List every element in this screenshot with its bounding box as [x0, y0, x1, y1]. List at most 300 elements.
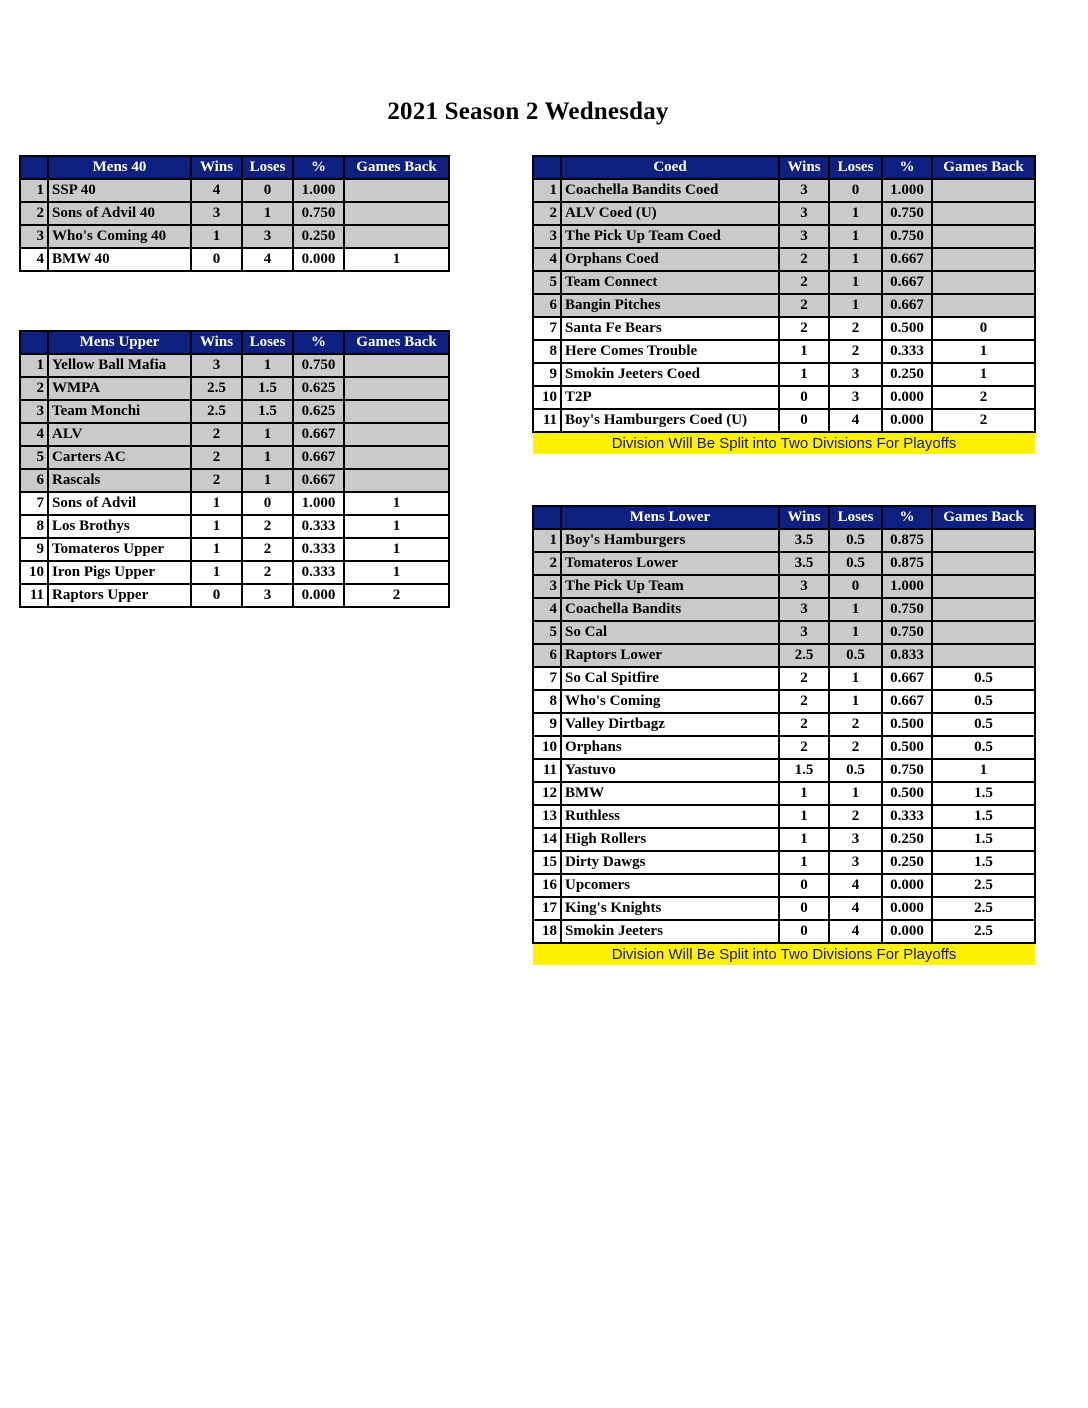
division-title: Coed	[561, 156, 779, 179]
loses-cell: 1	[829, 271, 882, 294]
pct-cell: 0.750	[882, 598, 932, 621]
table-row	[20, 584, 449, 607]
wins-cell: 0	[779, 409, 829, 432]
pct-header: %	[293, 331, 344, 354]
pct-cell: 0.667	[882, 667, 932, 690]
rank-cell: 15	[533, 851, 561, 874]
wins-cell: 1	[779, 851, 829, 874]
team-name-cell: Santa Fe Bears	[561, 317, 779, 340]
wins-cell: 0	[191, 584, 242, 607]
team-name-cell: High Rollers	[561, 828, 779, 851]
rank-cell: 2	[20, 202, 48, 225]
games-back-cell	[932, 294, 1035, 317]
loses-cell: 4	[829, 897, 882, 920]
table-row	[533, 644, 1035, 667]
rank-cell: 7	[20, 492, 48, 515]
wins-cell: 1.5	[779, 759, 829, 782]
loses-header: Loses	[829, 506, 882, 529]
games-back-cell: 2.5	[932, 897, 1035, 920]
games-back-cell: 1.5	[932, 782, 1035, 805]
team-name-cell: Orphans Coed	[561, 248, 779, 271]
wins-cell: 2	[779, 317, 829, 340]
loses-header: Loses	[829, 156, 882, 179]
coed-standings-table	[532, 155, 1036, 454]
team-name-cell: Carters AC	[48, 446, 191, 469]
loses-cell: 4	[829, 874, 882, 897]
rank-cell: 18	[533, 920, 561, 943]
table-row	[20, 225, 449, 248]
team-name-cell: Smokin Jeeters	[561, 920, 779, 943]
table-row	[20, 202, 449, 225]
team-name-cell: Sons of Advil	[48, 492, 191, 515]
table-row	[533, 759, 1035, 782]
pct-cell: 0.625	[293, 377, 344, 400]
table-row	[533, 690, 1035, 713]
pct-cell: 0.625	[293, 400, 344, 423]
pct-cell: 0.250	[293, 225, 344, 248]
loses-cell: 0.5	[829, 552, 882, 575]
games-back-cell: 1	[344, 515, 449, 538]
table-header-row	[533, 506, 1035, 529]
pct-cell: 0.750	[293, 354, 344, 377]
loses-cell: 1	[829, 248, 882, 271]
wins-cell: 2	[191, 469, 242, 492]
rank-cell: 7	[533, 667, 561, 690]
table-row	[533, 851, 1035, 874]
pct-cell: 0.333	[293, 561, 344, 584]
table-row	[533, 225, 1035, 248]
pct-cell: 0.667	[882, 690, 932, 713]
pct-cell: 0.875	[882, 529, 932, 552]
pct-cell: 0.000	[882, 386, 932, 409]
wins-cell: 3	[191, 202, 242, 225]
rank-cell: 2	[533, 202, 561, 225]
team-name-cell: Tomateros Upper	[48, 538, 191, 561]
wins-cell: 0	[191, 248, 242, 271]
table-header-row	[20, 331, 449, 354]
games-back-cell	[932, 621, 1035, 644]
rank-cell: 8	[533, 690, 561, 713]
wins-cell: 1	[191, 492, 242, 515]
rank-cell: 17	[533, 897, 561, 920]
loses-cell: 4	[829, 920, 882, 943]
table-row	[20, 354, 449, 377]
team-name-cell: Tomateros Lower	[561, 552, 779, 575]
pct-cell: 0.750	[882, 621, 932, 644]
loses-cell: 2	[829, 317, 882, 340]
team-name-cell: Who's Coming 40	[48, 225, 191, 248]
wins-header: Wins	[779, 156, 829, 179]
games-back-header: Games Back	[344, 156, 449, 179]
table-row	[533, 782, 1035, 805]
table-row	[533, 713, 1035, 736]
games-back-cell: 2	[344, 584, 449, 607]
rank-cell: 2	[533, 552, 561, 575]
table-row	[20, 446, 449, 469]
loses-cell: 2	[829, 713, 882, 736]
wins-cell: 0	[779, 874, 829, 897]
loses-cell: 0	[242, 492, 293, 515]
table-row	[533, 317, 1035, 340]
pct-cell: 1.000	[882, 179, 932, 202]
pct-header: %	[293, 156, 344, 179]
rank-cell: 2	[20, 377, 48, 400]
table-row	[533, 575, 1035, 598]
rank-cell: 6	[533, 644, 561, 667]
rank-cell: 4	[20, 248, 48, 271]
table-row	[20, 248, 449, 271]
games-back-cell	[932, 271, 1035, 294]
loses-header: Loses	[242, 156, 293, 179]
team-name-cell: So Cal	[561, 621, 779, 644]
team-name-cell: Yellow Ball Mafia	[48, 354, 191, 377]
pct-cell: 0.750	[882, 759, 932, 782]
loses-cell: 0	[829, 179, 882, 202]
games-back-cell	[932, 529, 1035, 552]
wins-cell: 0	[779, 386, 829, 409]
loses-cell: 2	[829, 805, 882, 828]
table-row	[533, 294, 1035, 317]
wins-cell: 3.5	[779, 529, 829, 552]
wins-cell: 2	[779, 294, 829, 317]
games-back-cell	[932, 575, 1035, 598]
pct-cell: 0.667	[882, 271, 932, 294]
loses-cell: 0	[829, 575, 882, 598]
wins-cell: 3	[779, 621, 829, 644]
table-row	[533, 667, 1035, 690]
loses-cell: 1	[829, 782, 882, 805]
pct-cell: 0.500	[882, 317, 932, 340]
table-row	[20, 469, 449, 492]
rank-cell: 1	[533, 179, 561, 202]
rank-cell: 5	[533, 621, 561, 644]
rank-cell: 3	[533, 225, 561, 248]
pct-cell: 0.750	[293, 202, 344, 225]
loses-cell: 1	[242, 446, 293, 469]
pct-header: %	[882, 156, 932, 179]
loses-cell: 2	[242, 538, 293, 561]
table-row	[533, 340, 1035, 363]
wins-cell: 1	[191, 225, 242, 248]
rank-header	[533, 156, 561, 179]
games-back-cell	[344, 400, 449, 423]
wins-cell: 1	[779, 363, 829, 386]
loses-cell: 1	[829, 667, 882, 690]
wins-header: Wins	[191, 156, 242, 179]
wins-cell: 1	[191, 561, 242, 584]
loses-cell: 3	[829, 828, 882, 851]
rank-cell: 11	[533, 409, 561, 432]
games-back-cell	[932, 552, 1035, 575]
rank-cell: 6	[20, 469, 48, 492]
games-back-cell	[344, 423, 449, 446]
rank-cell: 9	[533, 363, 561, 386]
games-back-header: Games Back	[932, 156, 1035, 179]
loses-cell: 1.5	[242, 377, 293, 400]
rank-cell: 3	[533, 575, 561, 598]
loses-header: Loses	[242, 331, 293, 354]
loses-cell: 2	[829, 736, 882, 759]
pct-cell: 0.667	[293, 423, 344, 446]
wins-cell: 3	[779, 575, 829, 598]
team-name-cell: Coachella Bandits Coed	[561, 179, 779, 202]
division-title: Mens Lower	[561, 506, 779, 529]
games-back-cell: 0	[932, 317, 1035, 340]
games-back-cell	[932, 202, 1035, 225]
wins-cell: 4	[191, 179, 242, 202]
loses-cell: 1	[829, 294, 882, 317]
rank-cell: 10	[533, 736, 561, 759]
table-row	[20, 561, 449, 584]
rank-cell: 6	[533, 294, 561, 317]
pct-cell: 0.667	[882, 248, 932, 271]
rank-cell: 3	[20, 225, 48, 248]
loses-cell: 1	[829, 202, 882, 225]
table-row	[20, 515, 449, 538]
pct-cell: 0.750	[882, 202, 932, 225]
games-back-cell	[344, 225, 449, 248]
loses-cell: 1	[829, 225, 882, 248]
team-name-cell: SSP 40	[48, 179, 191, 202]
pct-cell: 0.667	[882, 294, 932, 317]
wins-header: Wins	[779, 506, 829, 529]
rank-cell: 5	[20, 446, 48, 469]
table-row	[533, 897, 1035, 920]
wins-cell: 2.5	[191, 400, 242, 423]
team-name-cell: Team Monchi	[48, 400, 191, 423]
pct-cell: 0.750	[882, 225, 932, 248]
games-back-cell: 0.5	[932, 713, 1035, 736]
rank-cell: 8	[533, 340, 561, 363]
table-row	[533, 409, 1035, 432]
pct-cell: 0.500	[882, 713, 932, 736]
games-back-cell	[932, 179, 1035, 202]
loses-cell: 3	[829, 363, 882, 386]
team-name-cell: Boy's Hamburgers	[561, 529, 779, 552]
rank-cell: 9	[533, 713, 561, 736]
pct-cell: 1.000	[293, 492, 344, 515]
wins-cell: 3	[779, 598, 829, 621]
games-back-cell: 1	[344, 492, 449, 515]
games-back-cell: 0.5	[932, 736, 1035, 759]
pct-cell: 0.667	[293, 446, 344, 469]
rank-cell: 4	[20, 423, 48, 446]
wins-header: Wins	[191, 331, 242, 354]
table-row	[20, 400, 449, 423]
table-row	[20, 179, 449, 202]
team-name-cell: King's Knights	[561, 897, 779, 920]
wins-cell: 2.5	[191, 377, 242, 400]
division-title: Mens Upper	[48, 331, 191, 354]
pct-cell: 0.000	[882, 897, 932, 920]
games-back-cell	[932, 248, 1035, 271]
wins-cell: 2	[779, 713, 829, 736]
team-name-cell: Bangin Pitches	[561, 294, 779, 317]
loses-cell: 3	[242, 225, 293, 248]
rank-cell: 10	[533, 386, 561, 409]
table-header-row	[533, 156, 1035, 179]
rank-cell: 3	[20, 400, 48, 423]
games-back-cell: 1	[344, 561, 449, 584]
division-title: Mens 40	[48, 156, 191, 179]
wins-cell: 1	[779, 828, 829, 851]
pct-cell: 0.250	[882, 363, 932, 386]
pct-cell: 0.000	[882, 920, 932, 943]
games-back-header: Games Back	[344, 331, 449, 354]
wins-cell: 2	[191, 423, 242, 446]
table-header-row	[20, 156, 449, 179]
playoff-note: Division Will Be Split into Two Divisions For Playoffs	[533, 432, 1035, 454]
pct-cell: 1.000	[882, 575, 932, 598]
wins-cell: 0	[779, 897, 829, 920]
pct-cell: 0.500	[882, 782, 932, 805]
games-back-cell	[344, 354, 449, 377]
table-row	[20, 423, 449, 446]
pct-cell: 0.250	[882, 851, 932, 874]
wins-cell: 1	[191, 515, 242, 538]
pct-cell: 0.333	[882, 805, 932, 828]
games-back-cell: 2	[932, 409, 1035, 432]
wins-cell: 2	[779, 271, 829, 294]
rank-cell: 1	[20, 179, 48, 202]
games-back-cell	[932, 598, 1035, 621]
games-back-cell: 1	[932, 340, 1035, 363]
team-name-cell: ALV	[48, 423, 191, 446]
wins-cell: 3	[779, 179, 829, 202]
rank-cell: 16	[533, 874, 561, 897]
mens-upper-standings-table	[19, 330, 450, 608]
playoff-note-row	[533, 432, 1035, 454]
team-name-cell: WMPA	[48, 377, 191, 400]
games-back-cell: 1	[344, 248, 449, 271]
team-name-cell: Ruthless	[561, 805, 779, 828]
loses-cell: 0.5	[829, 644, 882, 667]
wins-cell: 2	[779, 736, 829, 759]
team-name-cell: Orphans	[561, 736, 779, 759]
team-name-cell: So Cal Spitfire	[561, 667, 779, 690]
loses-cell: 1	[242, 202, 293, 225]
games-back-cell: 2.5	[932, 920, 1035, 943]
pct-cell: 0.000	[882, 409, 932, 432]
team-name-cell: BMW 40	[48, 248, 191, 271]
pct-cell: 1.000	[293, 179, 344, 202]
table-row	[533, 920, 1035, 943]
pct-cell: 0.000	[293, 584, 344, 607]
team-name-cell: Boy's Hamburgers Coed (U)	[561, 409, 779, 432]
games-back-cell: 1.5	[932, 851, 1035, 874]
page-title: 2021 Season 2 Wednesday	[387, 98, 669, 125]
games-back-cell	[932, 644, 1035, 667]
pct-cell: 0.333	[293, 538, 344, 561]
rank-cell: 4	[533, 248, 561, 271]
table-row	[533, 598, 1035, 621]
games-back-cell	[344, 469, 449, 492]
wins-cell: 1	[779, 340, 829, 363]
rank-cell: 1	[20, 354, 48, 377]
rank-cell: 5	[533, 271, 561, 294]
loses-cell: 1.5	[242, 400, 293, 423]
wins-cell: 1	[191, 538, 242, 561]
loses-cell: 4	[242, 248, 293, 271]
games-back-cell	[344, 377, 449, 400]
rank-cell: 13	[533, 805, 561, 828]
loses-cell: 2	[242, 561, 293, 584]
wins-cell: 2.5	[779, 644, 829, 667]
loses-cell: 1	[242, 469, 293, 492]
games-back-cell: 1	[932, 363, 1035, 386]
rank-cell: 14	[533, 828, 561, 851]
pct-cell: 0.333	[293, 515, 344, 538]
team-name-cell: Rascals	[48, 469, 191, 492]
wins-cell: 2	[779, 248, 829, 271]
loses-cell: 0.5	[829, 529, 882, 552]
games-back-cell: 0.5	[932, 667, 1035, 690]
wins-cell: 3.5	[779, 552, 829, 575]
team-name-cell: Sons of Advil 40	[48, 202, 191, 225]
games-back-header: Games Back	[932, 506, 1035, 529]
team-name-cell: Coachella Bandits	[561, 598, 779, 621]
wins-cell: 2	[779, 667, 829, 690]
team-name-cell: Upcomers	[561, 874, 779, 897]
table-row	[533, 874, 1035, 897]
pct-cell: 0.875	[882, 552, 932, 575]
rank-cell: 11	[533, 759, 561, 782]
table-row	[533, 828, 1035, 851]
table-row	[533, 179, 1035, 202]
rank-header	[20, 331, 48, 354]
games-back-cell: 1.5	[932, 805, 1035, 828]
pct-cell: 0.667	[293, 469, 344, 492]
loses-cell: 4	[829, 409, 882, 432]
team-name-cell: Dirty Dawgs	[561, 851, 779, 874]
wins-cell: 2	[191, 446, 242, 469]
loses-cell: 0.5	[829, 759, 882, 782]
pct-cell: 0.000	[293, 248, 344, 271]
table-row	[20, 492, 449, 515]
pct-cell: 0.333	[882, 340, 932, 363]
loses-cell: 3	[829, 851, 882, 874]
games-back-cell	[344, 446, 449, 469]
pct-header: %	[882, 506, 932, 529]
wins-cell: 3	[779, 225, 829, 248]
loses-cell: 3	[242, 584, 293, 607]
pct-cell: 0.250	[882, 828, 932, 851]
loses-cell: 1	[829, 690, 882, 713]
games-back-cell: 1.5	[932, 828, 1035, 851]
table-row	[533, 202, 1035, 225]
rank-header	[20, 156, 48, 179]
playoff-note-row	[533, 943, 1035, 965]
team-name-cell: The Pick Up Team	[561, 575, 779, 598]
rank-cell: 1	[533, 529, 561, 552]
loses-cell: 2	[829, 340, 882, 363]
team-name-cell: Team Connect	[561, 271, 779, 294]
games-back-cell: 2.5	[932, 874, 1035, 897]
table-row	[533, 363, 1035, 386]
rank-cell: 10	[20, 561, 48, 584]
rank-cell: 9	[20, 538, 48, 561]
games-back-cell: 0.5	[932, 690, 1035, 713]
team-name-cell: Raptors Lower	[561, 644, 779, 667]
table-row	[533, 529, 1035, 552]
games-back-cell	[344, 179, 449, 202]
wins-cell: 1	[779, 782, 829, 805]
table-row	[20, 377, 449, 400]
rank-cell: 8	[20, 515, 48, 538]
rank-cell: 7	[533, 317, 561, 340]
loses-cell: 1	[829, 598, 882, 621]
playoff-note: Division Will Be Split into Two Divisions For Playoffs	[533, 943, 1035, 965]
